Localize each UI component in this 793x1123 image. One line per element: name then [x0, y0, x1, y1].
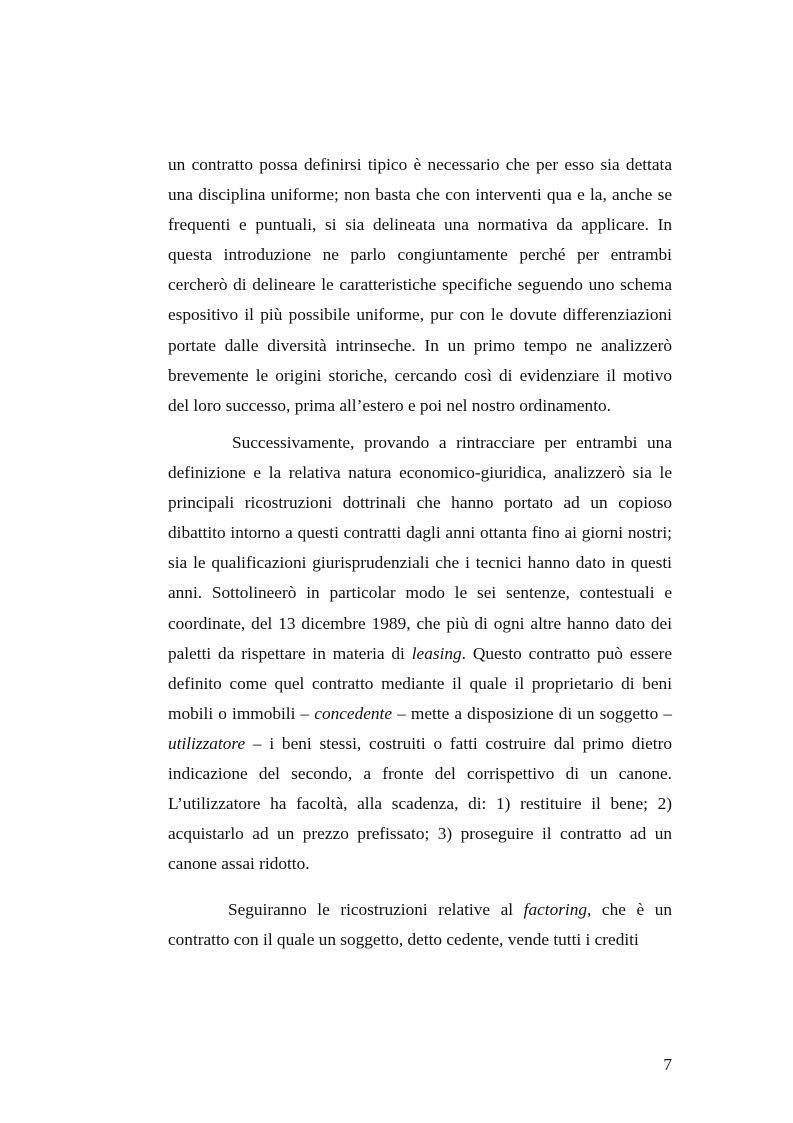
paragraph-1-text	[168, 150, 672, 421]
paragraph-3	[168, 895, 672, 955]
italic-term: concedente	[314, 703, 392, 723]
paragraph-1	[168, 150, 672, 421]
text-run: , che è un contratto con il quale un soggetto, detto cedente, vende tutti i crediti	[168, 900, 672, 950]
paragraph-2	[168, 428, 672, 879]
text-run: . Questo contratto può essere definito come quel contratto mediante il quale il proprietario di beni mobili o immobili –	[168, 643, 672, 723]
text-run: un contratto possa definirsi tipico è necessario che per esso sia dettata una disciplina uniforme; non basta che con interventi qua e la, anche se frequenti e puntuali, si sia delineata una normativa da applicare. In questa introduzione ne parlo congiuntamente perché per entrambi cercherò di delineare le caratteristiche specifiche seguendo uno schema espositivo il più possibile uniforme, pur con le dovute differenziazioni portate dalle diversità intrinseche. In un primo tempo ne analizzerò brevemente le origini storiche, cercando così di evidenziare il motivo del loro successo, prima all’estero e poi nel nostro ordinamento.	[168, 155, 672, 415]
text-run: Seguiranno le ricostruzioni relative al	[228, 900, 524, 919]
italic-term: factoring	[523, 900, 588, 919]
text-run: Successivamente, provando a rintracciare per entrambi una definizione e la relativa natura economico-giuridica, analizzerò sia le principali ricostruzioni dottrinali che hanno portato ad un copioso dibattito intorno a questi contratti dagli anni ottanta fino ai giorni nostri; sia le qualificazioni giurisprudenziali che i tecnici hanno dato in questi anni. Sottolineerò in particolar modo le sei sentenze, contestuali e coordinate, del 13 dicembre 1989, che più di ogni altre hanno dato dei paletti da rispettare in materia di	[168, 433, 672, 663]
text-run: – mette a disposizione di un soggetto –	[392, 703, 672, 723]
italic-term: leasing	[411, 643, 462, 663]
paragraph-2-text	[168, 428, 672, 879]
text-run: – i beni stessi, costruiti o fatti costruire dal primo dietro indicazione del secondo, a fronte del corrispettivo di un canone. L’utilizzatore ha facoltà, alla scadenza, di: 1) restituire il bene; 2) acquistarlo ad un prezzo prefissato; 3) proseguire il contratto ad un canone assai ridotto.	[168, 733, 672, 874]
paragraph-3-text	[168, 895, 672, 955]
page-number: 7	[663, 1055, 672, 1074]
italic-term: utilizzatore	[168, 733, 246, 753]
